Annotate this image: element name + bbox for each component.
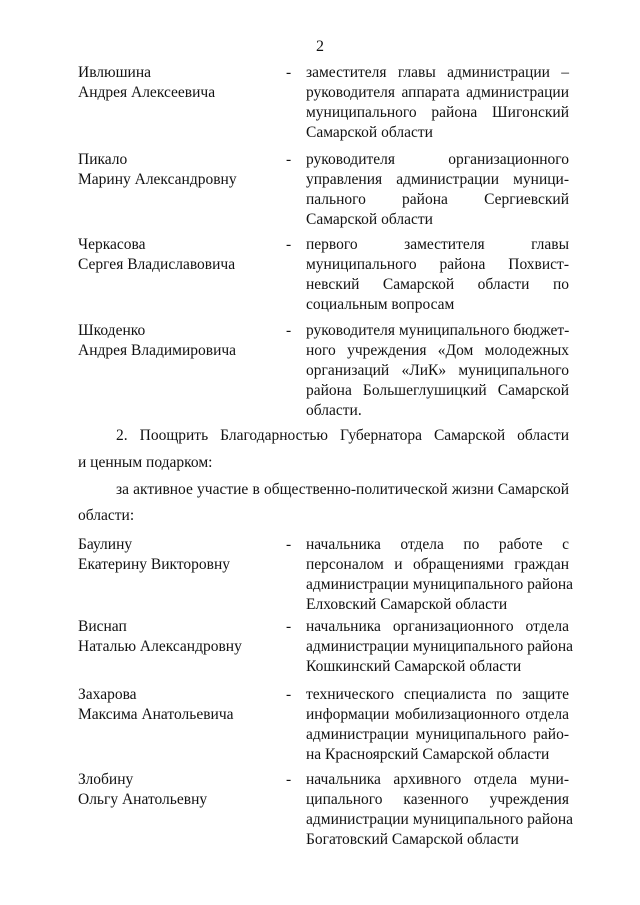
description-line: начальника организационного отдела xyxy=(306,618,569,635)
description-line: информации мобилизационного отдела xyxy=(306,706,569,723)
reason-line: области: xyxy=(78,507,135,524)
position-description xyxy=(306,535,574,615)
position-description xyxy=(306,150,569,230)
entry-dash: - xyxy=(286,771,292,788)
description-line: Кошкинский Самарской области xyxy=(306,658,522,675)
description-line: Самарской области xyxy=(306,124,433,141)
person-name xyxy=(78,150,278,190)
person-given-names: Сергея Владиславовича xyxy=(78,256,236,273)
description-line: управления администрации муници- xyxy=(306,171,569,188)
person-surname: Злобину xyxy=(78,771,134,788)
entry-dash: - xyxy=(286,64,292,81)
person-name xyxy=(78,535,278,575)
description-line: руководителя аппарата администрации xyxy=(306,84,569,101)
position-description xyxy=(306,235,569,315)
item-2-paragraph xyxy=(78,426,569,446)
person-surname: Баулину xyxy=(78,536,133,553)
entry-dash: - xyxy=(286,322,292,339)
entry-dash: - xyxy=(286,151,292,168)
description-line: руководителя организационного xyxy=(306,151,569,168)
person-surname: Захарова xyxy=(78,686,137,703)
person-given-names: Максима Анатольевича xyxy=(78,706,234,723)
position-description xyxy=(306,770,574,850)
entry-dash: - xyxy=(286,618,292,635)
person-surname: Виснап xyxy=(78,618,127,635)
person-name xyxy=(78,617,278,657)
position-description xyxy=(306,617,574,677)
person-surname: Ивлюшина xyxy=(78,64,152,81)
description-line: администрации муниципального района xyxy=(306,638,574,655)
person-name xyxy=(78,685,278,725)
page-number: 2 xyxy=(316,38,324,55)
reason-line: за активное участие в общественно-политической жизни Самарской xyxy=(116,481,569,498)
person-surname: Шкоденко xyxy=(78,322,146,339)
description-line: пального района Сергиевский xyxy=(306,191,569,208)
description-line: руководителя муниципального бюджет- xyxy=(306,322,570,339)
person-name xyxy=(78,770,278,810)
reason-paragraph-cont xyxy=(78,506,569,526)
description-line: администрации муниципального райо- xyxy=(306,726,569,743)
description-line: ципального казенного учреждения xyxy=(306,791,569,808)
person-given-names: Ольгу Анатольевну xyxy=(78,791,208,808)
description-line: муниципального района Похвист- xyxy=(306,256,569,273)
description-line: области. xyxy=(306,402,362,419)
description-line: Самарской области xyxy=(306,211,433,228)
entry-dash: - xyxy=(286,536,292,553)
description-line: социальным вопросам xyxy=(306,296,455,313)
description-line: ного учреждения «Дом молодежных xyxy=(306,342,569,359)
person-name xyxy=(78,235,278,275)
person-given-names: Наталью Александровну xyxy=(78,638,242,655)
position-description xyxy=(306,321,569,421)
person-given-names: Андрея Владимировича xyxy=(78,342,237,359)
reason-paragraph xyxy=(78,480,569,500)
description-line: Богатовский Самарской области xyxy=(306,831,519,848)
description-line: невский Самарской области по xyxy=(306,276,569,293)
description-line: первого заместителя главы xyxy=(306,236,569,253)
description-line: технического специалиста по защите xyxy=(306,686,569,703)
description-line: персоналом и обращениями граждан xyxy=(306,556,569,573)
description-line: муниципального района Шигонский xyxy=(306,104,569,121)
person-given-names: Андрея Алексеевича xyxy=(78,84,216,101)
person-surname: Пикало xyxy=(78,151,128,168)
item-2-line: 2. Поощрить Благодарностью Губернатора Самарской области xyxy=(116,427,569,444)
position-description xyxy=(306,685,569,765)
entry-dash: - xyxy=(286,686,292,703)
description-line: начальника отдела по работе с xyxy=(306,536,569,553)
person-given-names: Екатерину Викторовну xyxy=(78,556,231,573)
description-line: Елховский Самарской области xyxy=(306,596,508,613)
person-given-names: Марину Александровну xyxy=(78,171,237,188)
position-description xyxy=(306,63,569,143)
item-2-paragraph-cont xyxy=(78,453,569,473)
description-line: администрации муниципального района xyxy=(306,811,574,828)
description-line: заместителя главы администрации – xyxy=(306,64,569,81)
person-name xyxy=(78,63,278,103)
description-line: начальника архивного отдела муни- xyxy=(306,771,569,788)
description-line: района Большеглушицкий Самарской xyxy=(306,382,569,399)
person-name xyxy=(78,321,278,361)
item-2-line: и ценным подарком: xyxy=(78,454,213,471)
description-line: администрации муниципального района xyxy=(306,576,574,593)
description-line: организаций «ЛиК» муниципального xyxy=(306,362,569,379)
person-surname: Черкасова xyxy=(78,236,146,253)
description-line: на Красноярский Самарской области xyxy=(306,746,550,763)
entry-dash: - xyxy=(286,236,292,253)
